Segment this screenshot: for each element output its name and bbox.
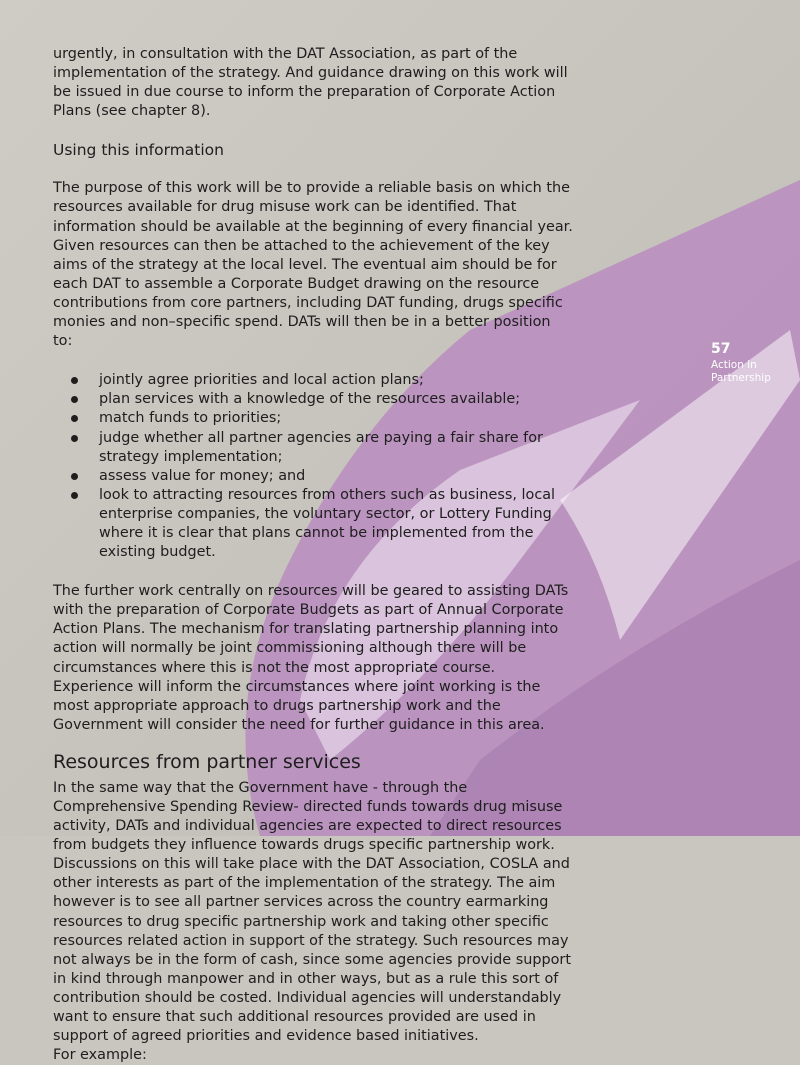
main-text-column <box>53 45 573 1065</box>
list-item: jointly agree priorities and local action plans; <box>53 371 573 390</box>
further-work-paragraph: The further work centrally on resources will be geared to assisting DATs with the preparation of Corporate Budgets as part of Annual Corporate Action Plans. The mechanism for translating partnership planning into action will normally be joint commissioning although there will be circumstances where this is not the most appropriate course. Experience will inform the circumstances where joint working is the most appropriate approach to drugs partnership work and the Government will consider the need for further guidance in this area. <box>53 583 569 733</box>
heading-resources-partner-services: Resources from partner services <box>53 750 361 773</box>
heading-using-information: Using this information <box>53 141 224 160</box>
bullet-list <box>53 371 573 562</box>
for-example-text: For example: <box>53 1047 147 1064</box>
running-head: Action in Partnership <box>711 359 771 384</box>
list-item: plan services with a knowledge of the resources available; <box>53 390 573 409</box>
resources-paragraph: In the same way that the Government have - through the Comprehensive Spending Review- directed funds towards drug misuse activity, DATs and individual agencies are expected to direct resources from budgets they influence towards drugs specific partnership work. Discussions on this will take place with the DAT Association, COSLA and other interests as part of the implementation of the strategy. The aim however is to see all partner services across the country earmarking resources to drug specific partnership work and taking other specific resources related action in support of the strategy. Such resources may not always be in the form of cash, since some agencies provide support in kind through manpower and in other ways, but as a rule this sort of contribution should be costed. Individual agencies will understandably want to ensure that such additional resources provided are used in support of agreed priorities and evidence based initiatives. <box>53 779 571 1045</box>
list-item: judge whether all partner agencies are paying a fair share for strategy implementation; <box>53 429 573 467</box>
margin-note <box>711 341 791 384</box>
list-item: assess value for money; and <box>53 467 573 486</box>
list-item: look to attracting resources from others such as business, local enterprise companies, the voluntary sector, or Lottery Funding where it is clear that plans cannot be implemented from the existing budget. <box>53 486 573 562</box>
list-item: match funds to priorities; <box>53 409 573 428</box>
intro-paragraph: urgently, in consultation with the DAT Association, as part of the implementation of the strategy. And guidance drawing on this work will be issued in due course to inform the preparation of Corporate Action Plans (see chapter 8). <box>53 46 568 120</box>
page-number: 57 <box>711 341 731 357</box>
purpose-paragraph: The purpose of this work will be to provide a reliable basis on which the resources available for drug misuse work can be identified. That information should be available at the beginning of every financial year. Given resources can then be attached to the achievement of the key aims of the strategy at the local level. The eventual aim should be for each DAT to assemble a Corporate Budget drawing on the resource contributions from core partners, including DAT funding, drugs specific monies and non–specific spend. DATs will then be in a better position to: <box>53 180 573 350</box>
